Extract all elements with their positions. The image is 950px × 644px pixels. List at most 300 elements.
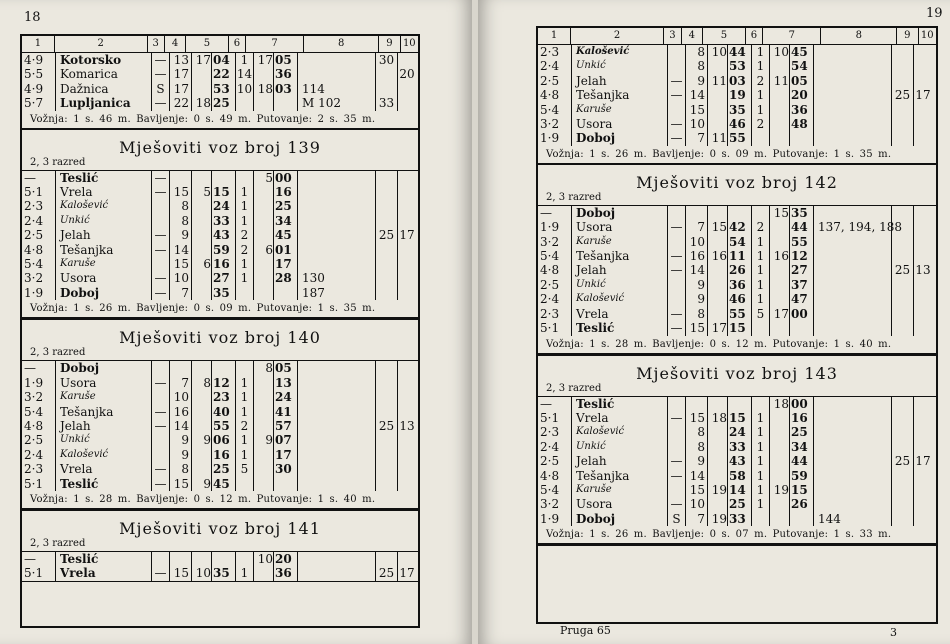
cell: 18 — [257, 81, 273, 96]
cell: 19 — [711, 482, 727, 497]
train-title: Mješoviti voz broj 140 — [119, 328, 321, 348]
cell: 25 — [213, 96, 230, 111]
cell — [770, 220, 789, 234]
cell: 2·4 — [540, 292, 560, 307]
station-name: Jelah — [60, 418, 91, 433]
cell — [170, 552, 189, 566]
cell: 137, 194, 188 — [818, 220, 902, 235]
cell — [708, 278, 727, 292]
cell: 12 — [213, 375, 230, 390]
cell: 11 — [711, 73, 727, 88]
timetable-rows — [538, 397, 936, 527]
cell: — — [670, 410, 683, 425]
cell: — — [670, 321, 683, 336]
cell: 45 — [275, 228, 292, 243]
cell — [398, 53, 416, 67]
column-header: 2 — [55, 36, 148, 52]
cell: — — [24, 551, 36, 566]
column-header: 10 — [920, 30, 934, 41]
cell: 5·1 — [24, 566, 44, 581]
cell: 1 — [240, 199, 249, 214]
cell: 1·9 — [24, 285, 44, 300]
cell: 25 — [894, 88, 911, 103]
cell — [152, 361, 169, 375]
cell — [302, 53, 375, 67]
column-header: 2 — [571, 28, 664, 44]
cell: 1 — [756, 439, 765, 454]
cell: 36 — [275, 566, 292, 581]
cell — [192, 462, 211, 476]
summary-line: Vožnja: 1 s. 46 m. Bavljenje: 0 s. 49 m. Putovanje: 2 s. 35 m. — [22, 111, 418, 130]
cell: — — [670, 249, 683, 264]
cell — [818, 321, 891, 335]
column-col9 — [376, 361, 398, 491]
cell: 1·9 — [540, 131, 560, 146]
summary-line: Vožnja: 1 s. 26 m. Bavljenje: 0 s. 09 m. Putovanje: 1 s. 35 m. — [538, 146, 936, 165]
cell: — — [154, 228, 167, 243]
column-stations — [572, 206, 668, 336]
cell — [708, 117, 727, 131]
cell: 1 — [240, 257, 249, 272]
column-minutes — [212, 361, 236, 491]
cell — [708, 88, 727, 102]
station-name: Tešanjka — [576, 468, 630, 483]
cell — [818, 131, 891, 145]
cell — [708, 206, 727, 220]
cell — [213, 171, 235, 185]
cell: 00 — [791, 396, 808, 411]
station-name: Vrela — [60, 566, 96, 581]
cell: 35 — [791, 205, 808, 220]
cell: 18 — [773, 396, 789, 411]
cell: 9 — [181, 228, 189, 243]
cell: 16 — [773, 249, 789, 264]
cell — [770, 411, 789, 425]
column-km — [22, 552, 56, 581]
station-name: Teslić — [60, 551, 99, 566]
cell — [668, 440, 685, 454]
train-block — [538, 356, 936, 547]
cell — [818, 249, 891, 263]
station-name: Usora — [576, 497, 613, 512]
cell: 13 — [399, 418, 415, 433]
cell: 8 — [697, 306, 705, 321]
cell: — — [154, 185, 167, 200]
cell: 19 — [773, 482, 789, 497]
cell — [770, 512, 789, 526]
column-hours — [192, 171, 212, 301]
cell — [192, 286, 211, 300]
cell — [770, 425, 789, 439]
cell — [254, 67, 273, 81]
column-durations — [686, 206, 708, 336]
column-stations — [572, 397, 668, 527]
column-hours — [708, 45, 728, 146]
station-name: Jelah — [576, 454, 607, 469]
station-name: Doboj — [60, 361, 100, 376]
station-name: Kalošević — [576, 46, 630, 57]
cell: 1 — [756, 482, 765, 497]
cell: 1 — [240, 213, 249, 228]
cell: 2 — [240, 418, 249, 433]
cell: 19 — [711, 511, 727, 526]
cell — [818, 411, 891, 425]
station-name: Lupljanica — [60, 96, 131, 111]
column-dep-h — [254, 361, 274, 491]
cell — [376, 67, 397, 81]
column-col10 — [398, 552, 416, 581]
cell: 4·8 — [540, 88, 560, 103]
train-block — [538, 165, 936, 356]
cell: 4·8 — [24, 242, 44, 257]
cell — [192, 243, 211, 257]
station-name: Teslić — [60, 476, 99, 491]
cell: S — [156, 81, 165, 96]
cell — [818, 454, 891, 468]
cell — [818, 497, 891, 511]
column-header: 1 — [22, 36, 55, 52]
cell: 42 — [729, 220, 746, 235]
cell — [192, 199, 211, 213]
column-dep-h — [254, 53, 274, 111]
cell — [770, 469, 789, 483]
cell: 15 — [213, 185, 230, 200]
class-note: 2, 3 razred — [22, 347, 418, 361]
cell: 8 — [697, 59, 705, 74]
cell: 1 — [756, 454, 765, 469]
cell — [818, 263, 891, 277]
cell — [770, 321, 789, 335]
column-col9 — [376, 53, 398, 111]
cell: 16 — [213, 447, 230, 462]
cell: 47 — [791, 292, 808, 307]
column-durations — [170, 171, 192, 301]
cell — [668, 103, 685, 117]
station-name: Kalošević — [576, 293, 625, 305]
station-name: Jelah — [60, 228, 91, 243]
station-name: Jelah — [576, 263, 607, 278]
cell: 9 — [181, 433, 189, 448]
station-name: Karuše — [576, 235, 612, 247]
cell: 59 — [213, 242, 230, 257]
cell: — — [154, 96, 167, 111]
cell — [770, 440, 789, 454]
cell — [668, 45, 685, 59]
cell — [668, 235, 685, 249]
column-col9 — [376, 171, 398, 301]
column-header: 7 — [763, 28, 821, 44]
cell — [770, 454, 789, 468]
cell — [302, 257, 375, 271]
station-name: Unkić — [576, 60, 606, 72]
cell — [302, 361, 375, 375]
column-col10 — [914, 206, 932, 336]
station-name: Vrela — [60, 462, 93, 477]
cell: 7 — [181, 375, 189, 390]
cell: 16 — [711, 249, 727, 264]
column-header: 3 — [148, 36, 165, 52]
cell: 1·9 — [540, 511, 560, 526]
cell — [254, 405, 273, 419]
cell — [708, 263, 727, 277]
cell: 43 — [213, 228, 230, 243]
cell: 11 — [711, 131, 727, 146]
cell: 14 — [173, 242, 189, 257]
cell: 36 — [275, 67, 292, 82]
cell: 00 — [791, 306, 808, 321]
cell: 25 — [894, 263, 911, 278]
cell: 2 — [240, 228, 249, 243]
cell: — — [670, 220, 683, 235]
column-col8 — [814, 397, 892, 527]
cell: 25 — [378, 228, 395, 243]
cell: 6 — [265, 242, 273, 257]
cell: 11 — [773, 73, 789, 88]
cell — [254, 185, 273, 199]
column-header: 10 — [402, 38, 416, 49]
cell — [752, 397, 769, 411]
cell: 10 — [173, 271, 189, 286]
cell: — — [154, 476, 167, 491]
column-header: 3 — [664, 28, 681, 44]
cell: 41 — [275, 404, 292, 419]
cell: 2·5 — [24, 228, 44, 243]
cell — [818, 425, 891, 439]
cell: 8 — [181, 199, 189, 214]
column-durations — [170, 53, 192, 111]
column-col9 — [892, 397, 914, 527]
cell — [302, 199, 375, 213]
cell: 1 — [756, 88, 765, 103]
cell: 2·4 — [24, 447, 44, 462]
column-header-row — [22, 36, 418, 53]
cell — [302, 185, 375, 199]
column-durations — [686, 397, 708, 527]
cell — [708, 425, 727, 439]
column-classes — [152, 53, 170, 111]
train-block — [22, 511, 418, 582]
train-block — [22, 130, 418, 321]
cell — [302, 214, 375, 228]
cell — [770, 88, 789, 102]
cell: 10 — [689, 497, 705, 512]
cell — [275, 96, 297, 110]
cell — [708, 397, 727, 411]
cell: 01 — [275, 242, 292, 257]
cell: 2·4 — [24, 213, 44, 228]
cell: — — [154, 566, 167, 581]
station-name: Usora — [60, 375, 97, 390]
cell: — — [670, 73, 683, 88]
cell: 8 — [181, 213, 189, 228]
column-col8 — [298, 171, 376, 301]
station-name: Tešanjka — [60, 404, 114, 419]
station-name: Kalošević — [60, 200, 109, 212]
left-page — [0, 0, 472, 644]
cell: — — [670, 263, 683, 278]
cell: 15 — [711, 220, 727, 235]
column-col9 — [376, 552, 398, 581]
cell — [254, 286, 273, 300]
cell: 24 — [213, 199, 230, 214]
cell: 11 — [729, 249, 746, 264]
cell — [818, 59, 891, 73]
cell: 24 — [275, 390, 292, 405]
cell: — — [154, 271, 167, 286]
cell: 07 — [275, 433, 292, 448]
cell: 12 — [791, 249, 808, 264]
cell: 15 — [689, 321, 705, 336]
cell — [302, 448, 375, 462]
station-name: Vrela — [576, 410, 609, 425]
cell — [668, 483, 685, 497]
page-number: 19 — [926, 6, 943, 21]
column-header: 6 — [746, 28, 763, 44]
cell: — — [540, 396, 552, 411]
cell: 24 — [729, 425, 746, 440]
cell: 8 — [697, 425, 705, 440]
cell: 33 — [729, 511, 746, 526]
cell: 15 — [791, 482, 808, 497]
cell: 9 — [697, 292, 705, 307]
column-classes — [668, 45, 686, 146]
cell: 15 — [173, 476, 189, 491]
cell — [302, 477, 375, 491]
cell: 6 — [203, 257, 211, 272]
cell: 5·4 — [540, 102, 560, 117]
train-block — [22, 320, 418, 511]
cell: 5·4 — [540, 482, 560, 497]
cell: 1 — [240, 433, 249, 448]
column-minutes — [728, 206, 752, 336]
cell — [791, 512, 813, 526]
cell: 2·5 — [24, 433, 44, 448]
cell — [818, 117, 891, 131]
cell — [236, 286, 253, 300]
cell: 54 — [791, 59, 808, 74]
cell: 26 — [791, 497, 808, 512]
cell: 2·5 — [540, 73, 560, 88]
cell: 17 — [711, 321, 727, 336]
cell — [398, 82, 416, 96]
column-minutes — [212, 552, 236, 581]
cell: 3·2 — [540, 234, 560, 249]
cell: — — [154, 375, 167, 390]
cell — [376, 82, 397, 96]
timetable-frame — [20, 34, 420, 628]
cell: 53 — [729, 59, 746, 74]
cell: 15 — [173, 566, 189, 581]
column-dep-m — [790, 206, 814, 336]
cell: 15 — [689, 410, 705, 425]
cell: 144 — [818, 511, 841, 526]
station-name: Doboj — [60, 285, 100, 300]
cell — [729, 206, 751, 220]
cell — [152, 448, 169, 462]
cell: 18 — [711, 410, 727, 425]
column-stations — [572, 45, 668, 146]
cell: 45 — [791, 45, 808, 59]
cell: 48 — [791, 117, 808, 132]
cell: 05 — [275, 361, 292, 376]
cell: 7 — [697, 131, 705, 146]
cell — [302, 552, 375, 566]
cell — [668, 278, 685, 292]
cell: 1 — [240, 375, 249, 390]
column-dep-h — [254, 552, 274, 581]
column-header: 9 — [897, 28, 918, 44]
cell: 7 — [697, 220, 705, 235]
column-header: 4 — [165, 36, 186, 52]
cell: 2·5 — [540, 277, 560, 292]
column-header: 7 — [246, 36, 304, 52]
column-minutes — [212, 53, 236, 111]
column-header: 8 — [821, 28, 897, 44]
train-title: Mješoviti voz broj 142 — [636, 172, 838, 192]
cell — [152, 199, 169, 213]
column-dep-h — [770, 45, 790, 146]
cell — [770, 278, 789, 292]
cell: 1 — [756, 277, 765, 292]
cell: — — [154, 285, 167, 300]
cell: 46 — [729, 117, 746, 132]
cell — [170, 171, 189, 185]
cell: 55 — [729, 131, 746, 146]
cell: 15 — [729, 321, 746, 336]
cell: 5 — [240, 462, 249, 477]
cell: 10 — [173, 390, 189, 405]
cell: 8 — [265, 361, 273, 376]
cell — [254, 390, 273, 404]
cell: 16 — [791, 410, 808, 425]
cell: 4·8 — [540, 263, 560, 278]
summary-line: Vožnja: 1 s. 28 m. Bavljenje: 0 s. 12 m. Putovanje: 1 s. 40 m. — [538, 336, 936, 355]
cell: 18 — [195, 96, 211, 111]
cell: 3·2 — [24, 390, 44, 405]
column-classes — [152, 171, 170, 301]
cell: 10 — [257, 551, 273, 566]
column-header: 1 — [538, 28, 571, 44]
cell — [236, 361, 253, 375]
column-hours — [192, 53, 212, 111]
cell — [152, 257, 169, 271]
cell: 9 — [181, 447, 189, 462]
cell: 2 — [756, 117, 765, 132]
cell — [686, 397, 705, 411]
cell: 15 — [689, 482, 705, 497]
column-km — [538, 206, 572, 336]
cell: 3·2 — [540, 497, 560, 512]
cell: 1 — [756, 234, 765, 249]
station-name: Karuše — [576, 483, 612, 495]
station-name: Komarica — [60, 67, 118, 82]
cell: 20 — [399, 67, 415, 82]
column-km — [22, 361, 56, 491]
cell: — — [154, 462, 167, 477]
column-header: 4 — [682, 28, 703, 44]
cell: 53 — [213, 81, 230, 96]
cell: 2·3 — [540, 306, 560, 321]
cell: 14 — [729, 482, 746, 497]
cell — [708, 59, 727, 73]
cell — [729, 397, 751, 411]
cell — [708, 235, 727, 249]
cell: 36 — [791, 102, 808, 117]
station-name: Usora — [60, 271, 97, 286]
cell: 25 — [378, 418, 395, 433]
cell: 16 — [275, 185, 292, 200]
cell: 17 — [773, 306, 789, 321]
